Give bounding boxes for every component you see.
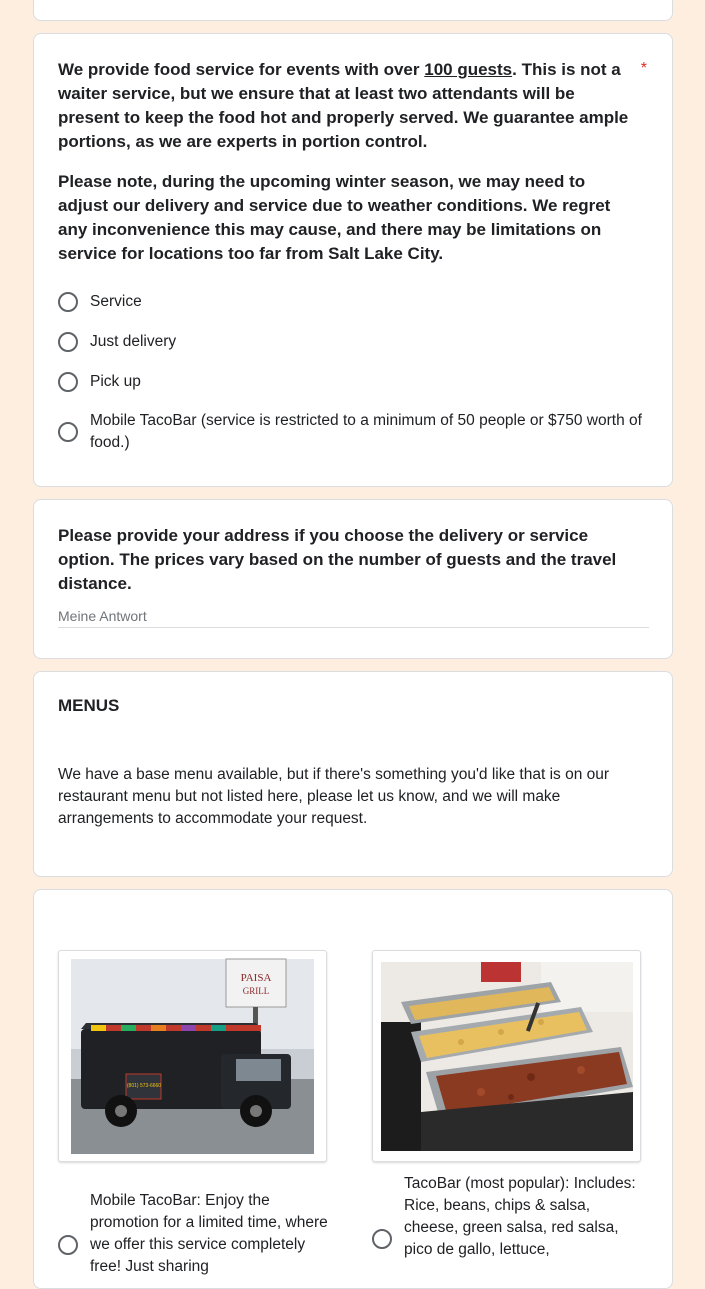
radio-button[interactable] — [58, 372, 78, 392]
question-text-part: We provide food service for events with over — [58, 60, 425, 79]
radio-option-just-delivery[interactable] — [58, 331, 648, 353]
address-question-text: Please provide your address if you choose the delivery or service option. The prices vary based on the number of guests and the travel distance. — [58, 526, 617, 593]
mobile-tacobar-option-label: Mobile TacoBar: Enjoy the promotion for a limited time, where we offer this service completely free! Just sharing — [90, 1192, 328, 1275]
buffet-image — [372, 950, 641, 1162]
taco-truck-image — [58, 950, 327, 1162]
section-title: MENUS — [58, 696, 120, 715]
address-answer-input[interactable] — [58, 604, 649, 628]
radio-label: Pick up — [90, 373, 141, 390]
question-description — [58, 58, 633, 154]
radio-option-service[interactable] — [58, 291, 648, 313]
mobile-tacobar-radio[interactable] — [58, 1235, 78, 1255]
tacobar-option-label: TacoBar (most popular): Includes: Rice, beans, chips & salsa, cheese, green salsa, red salsa, pico de gallo, lettuce, — [404, 1175, 636, 1258]
truck-phone-text: (801) 573-6660 — [126, 1083, 162, 1089]
tacobar-radio[interactable] — [372, 1229, 392, 1249]
menus-section-card — [33, 671, 673, 877]
sign-text: GRILL — [242, 986, 270, 996]
sign-text: PAISA — [240, 972, 272, 984]
taco-truck-photo — [71, 959, 314, 1154]
radio-option-pick-up[interactable] — [58, 371, 648, 393]
radio-label: Service — [90, 293, 142, 310]
buffet-trays-photo — [381, 962, 633, 1151]
previous-question-card — [33, 0, 673, 21]
winter-notice-text: Please note, during the upcoming winter season, we may need to adjust our delivery and service due to weather conditions. We regret any inconvenience this may cause, and there may be limitations on service for locations too far from Salt Lake City. — [58, 172, 611, 263]
guest-count-link: 100 guests — [424, 60, 513, 79]
question-text-part: . This is not a waiter service, but we ensure that at least two attendants will be present to keep the food hot and properly served. We guarantee ample portions, as we are experts in portion control. — [58, 60, 629, 151]
menu-choice-card — [33, 889, 673, 1289]
radio-label: Mobile TacoBar (service is restricted to a minimum of 50 people or $750 worth of food.) — [90, 412, 642, 451]
radio-label: Just delivery — [90, 333, 177, 350]
section-description: We have a base menu available, but if there's something you'd like that is on our restaurant menu but not listed here, please let us know, and we will make arrangements to accommodate your request. — [58, 766, 610, 827]
address-question-card — [33, 499, 673, 659]
required-indicator: * — [640, 60, 647, 77]
radio-button[interactable] — [58, 422, 78, 442]
radio-button[interactable] — [58, 332, 78, 352]
radio-option-mobile-tacobar[interactable] — [58, 410, 648, 454]
service-type-question-card — [33, 33, 673, 487]
radio-button[interactable] — [58, 292, 78, 312]
